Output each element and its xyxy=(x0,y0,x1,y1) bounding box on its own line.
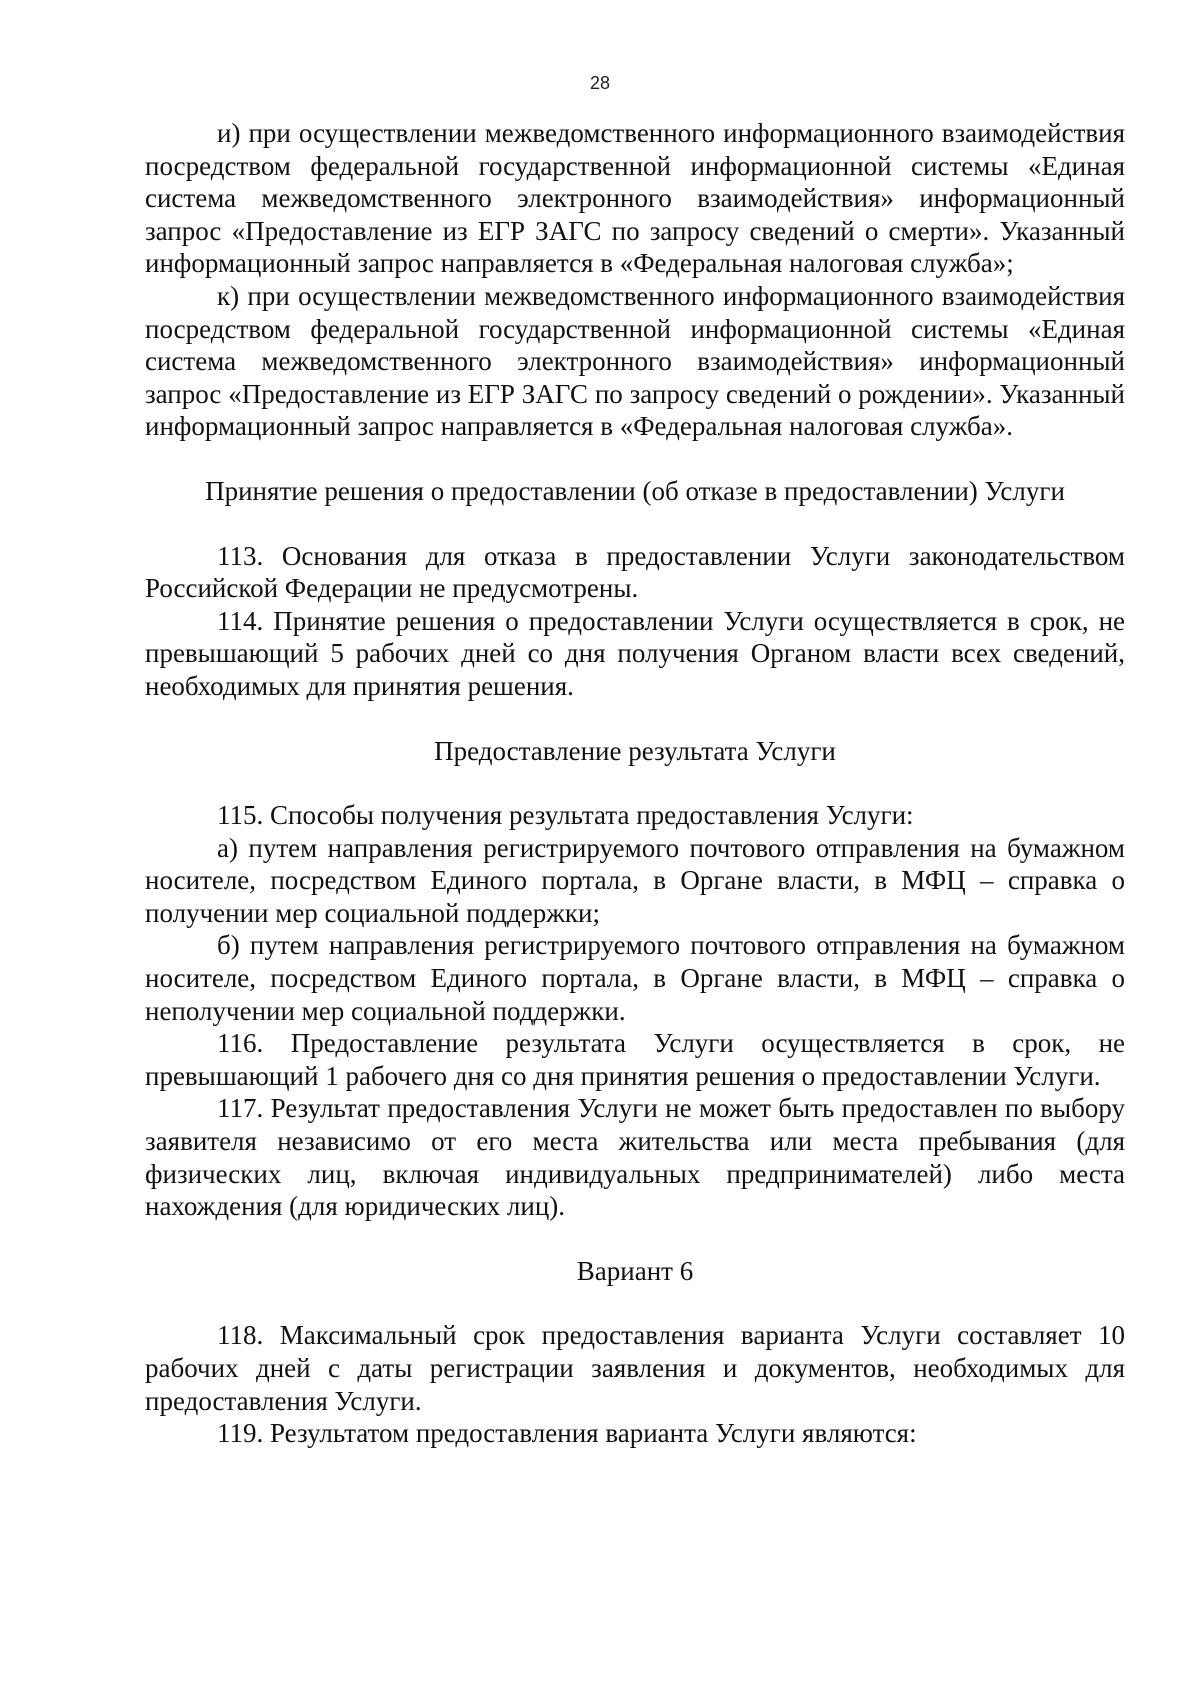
paragraph-117: 117. Результат предоставления Услуги не может быть предоставлен по выбору заявителя независимо от его места жительства или места пребывания (для физических лиц, включая индивидуальных предпринимателей) либо места нахождения (для юридических лиц). xyxy=(145,1093,1125,1222)
paragraph-item-i: и) при осуществлении межведомственного информационного взаимодействия посредством федеральной государственной информационной системы «Единая система межведомственного электронного взаимодействия» информационный запрос «Предоставление из ЕГР ЗАГС по запросу сведений о смерти». Указанный информационный запрос направляется в «Федеральная налоговая служба»; xyxy=(145,118,1125,279)
section-heading-result: Предоставление результата Услуги xyxy=(434,735,836,766)
paragraph-item-k: к) при осуществлении межведомственного информационного взаимодействия посредством федеральной государственной информационной системы «Единая система межведомственного электронного взаимодействия» информационный запрос «Предоставление из ЕГР ЗАГС по запросу сведений о рождении». Указанный информационный запрос направляется в «Федеральная налоговая служба». xyxy=(145,280,1125,442)
section-heading-variant: Вариант 6 xyxy=(576,1255,694,1286)
paragraph-115: 115. Способы получения результата предоставления Услуги: xyxy=(217,800,914,831)
paragraph-116: 116. Предоставление результата Услуги осуществляется в срок, не превышающий 1 рабочего дня со дня принятия решения о предоставлении Услуги. xyxy=(145,1028,1125,1091)
paragraph-119: 119. Результатом предоставления варианта Услуги являются: xyxy=(217,1418,917,1449)
paragraph-115-b: б) путем направления регистрируемого почтового отправления на бумажном носителе, посредством Единого портала, в Органе власти, в МФЦ – справка о неполучении мер социальной поддержки. xyxy=(145,930,1125,1026)
paragraph-118: 118. Максимальный срок предоставления варианта Услуги составляет 10 рабочих дней с даты регистрации заявления и документов, необходимых для предоставления Услуги. xyxy=(145,1320,1125,1416)
page-number: 28 xyxy=(589,73,611,93)
paragraph-113: 113. Основания для отказа в предоставлении Услуги законодательством Российской Федерации не предусмотрены. xyxy=(145,540,1125,604)
paragraph-114: 114. Принятие решения о предоставлении Услуги осуществляется в срок, не превышающий 5 рабочих дней со дня получения Органом власти всех сведений, необходимых для принятия решения. xyxy=(145,605,1125,701)
document-body xyxy=(145,117,1125,1450)
paragraph-115-a: а) путем направления регистрируемого почтового отправления на бумажном носителе, посредством Единого портала, в Органе власти, в МФЦ – справка о получении мер социальной поддержки; xyxy=(145,832,1125,928)
section-heading-decision: Принятие решения о предоставлении (об отказе в предоставлении) Услуги xyxy=(205,475,1065,506)
